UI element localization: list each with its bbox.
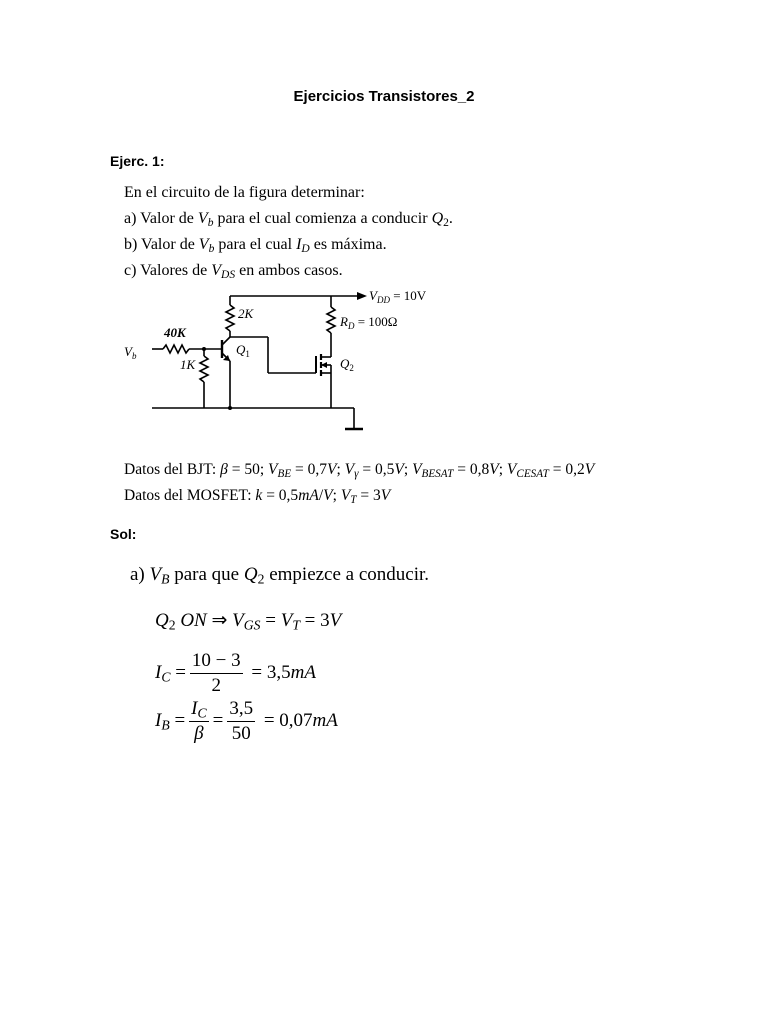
page-title: Ejercicios Transistores_2: [293, 88, 475, 105]
ib-equation: $I_B$ = $\frac{I_C}{\beta}$ = $\frac{3,5}{50}$ = 0,07mA: [155, 698, 338, 744]
vb-subscript: b: [208, 242, 215, 255]
item-c-suffix: en ambos casos.: [235, 262, 343, 279]
ib-numerator: 3,5: [227, 698, 255, 722]
item-a-suffix: para el cual comienza a conducir: [213, 210, 432, 227]
ic-equation: $I_C$ = $\frac{10 - 3}{2}$ = 3,5mA: [155, 650, 316, 696]
rd-label: $R_D = 100\Omega$: [340, 314, 398, 331]
ic-over-beta-fraction: $\frac{I_C}{\beta}$: [191, 698, 207, 744]
ib-fraction: [227, 698, 255, 745]
resistor-rd: [327, 307, 335, 333]
bjt-data: Datos del BJT: β = 50; $V_{BE} = 0,7V$; $V_\gamma = 0,5V$; $V_{BESAT} = 0,8V$; $V_{CESAT} = 0,2V$: [124, 461, 595, 480]
resistor-40k: [163, 345, 189, 353]
r40k-label: 40K: [164, 325, 186, 340]
vb-symbol: V: [197, 210, 208, 227]
item-b-suffix: es máxima.: [309, 236, 387, 253]
item-a-end: .: [448, 210, 453, 227]
ic-result: = 3,5mA: [246, 661, 316, 683]
ic-numerator: 10 − 3: [190, 650, 243, 674]
problem-intro: En el circuito de la figura determinar:: [124, 184, 365, 201]
vb-subscript: b: [207, 216, 214, 229]
id-subscript: D: [301, 242, 310, 255]
ic-denominator: 2: [211, 675, 222, 696]
item-b-prefix: b) Valor de: [124, 236, 199, 253]
r1k-label: 1K: [180, 357, 196, 372]
id-symbol: I: [296, 236, 302, 253]
vb-label: $V_b$: [124, 344, 137, 361]
solution-label: Sol:: [110, 526, 137, 542]
mosfet-data: Datos del MOSFET: k = 0,5mA/V; $V_T = 3V$: [124, 487, 391, 506]
vb-symbol: V: [198, 236, 209, 253]
node-dot: [228, 406, 232, 410]
item-b-mid: para el cual: [214, 236, 297, 253]
q1-label: $Q_1$: [236, 342, 250, 359]
ib-result: = 0,07mA: [259, 709, 338, 731]
q2-symbol: Q: [431, 210, 444, 227]
exercise-label: Ejerc. 1:: [110, 153, 165, 169]
arrow-icon: [357, 292, 367, 300]
r2k-label: 2K: [238, 306, 254, 321]
node-dot: [202, 347, 206, 351]
q2-label: $Q_2$: [340, 356, 354, 373]
solution-line1: $Q_2$ ON ⇒ $V_{GS} = V_T = 3V$: [155, 610, 342, 633]
vds-symbol: V: [211, 262, 222, 279]
resistor-2k: [226, 305, 234, 331]
vds-subscript: DS: [221, 268, 236, 281]
q2-subscript: 2: [443, 216, 449, 229]
vdd-label: $V_{DD} = 10V$: [369, 288, 427, 305]
ib-denominator: 50: [231, 723, 251, 744]
solution-heading: a) $V_B$ para que $Q_2$ empiezce a conducir.: [130, 564, 430, 587]
item-a-prefix: a) Valor de: [124, 210, 198, 227]
ic-fraction: [190, 650, 243, 697]
item-c-prefix: c) Valores de: [124, 262, 212, 279]
resistor-1k: [200, 356, 208, 382]
